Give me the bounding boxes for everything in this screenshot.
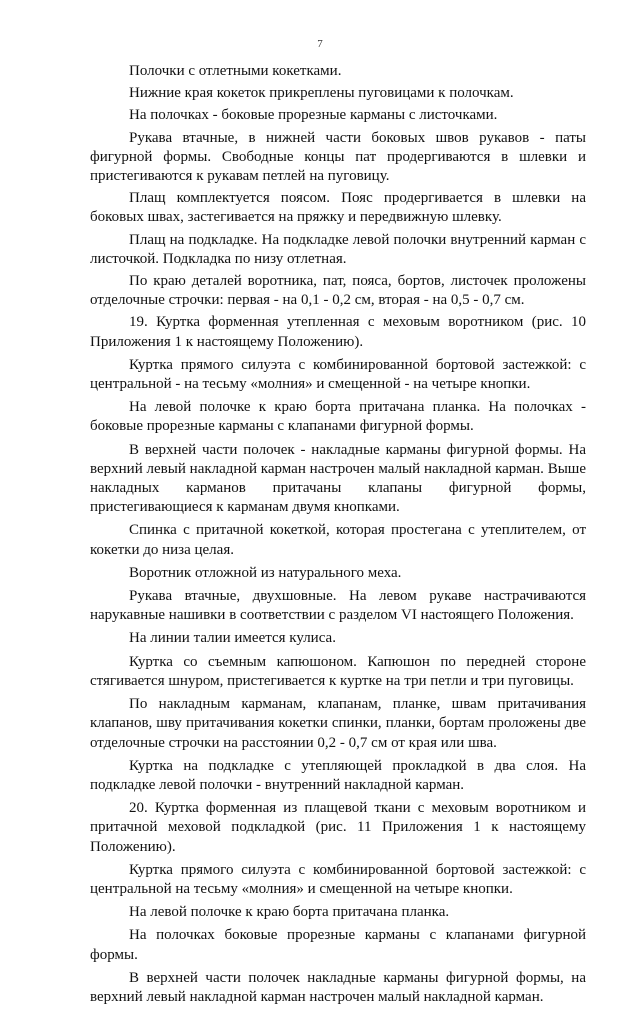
paragraph: Куртка на подкладке с утепляющей прокладкой в два слоя. На подкладке левой полочки - внутренний накладной карман. <box>90 757 586 793</box>
paragraph: Плащ на подкладке. На подкладке левой полочки внутренний карман с листочкой. Подкладка по низу отлетная. <box>90 231 586 267</box>
paragraph: Куртка прямого силуэта с комбинированной бортовой застежкой: с центральной на тесьму «молния» и смещенной на четыре кнопки. <box>90 861 586 897</box>
section-heading: 19. Куртка форменная утепленная с меховым воротником (рис. 10 Приложения 1 к настоящему Положению). <box>90 314 586 350</box>
paragraph: Куртка со съемным капюшоном. Капюшон по передней стороне стягивается шнуром, пристегивается к куртке на три петли и три пуговицы. <box>90 653 586 689</box>
paragraph: На левой полочке к краю борта притачана планка. <box>129 904 450 921</box>
paragraph: Полочки с отлетными кокетками. <box>129 63 342 79</box>
paragraph: На левой полочке к краю борта притачана планка. На полочках - боковые прорезные карманы с клапанами фигурной формы. <box>90 399 586 435</box>
paragraph: В верхней части полочек накладные карманы фигурной формы, на верхний левый накладной карман настрочен малый накладной карман. <box>90 969 586 1005</box>
paragraph: По накладным карманам, клапанам, планке, швам притачивания клапанов, шву притачивания кокетки спинки, планки, бортам проложены две отделочные строчки на расстоянии 0,2 - 0,7 см от края или шва. <box>90 696 586 751</box>
paragraph: Рукава втачные, двухшовные. На левом рукаве настрачиваются нарукавные нашивки в соответствии с разделом VI настоящего Положения. <box>90 588 586 624</box>
paragraph: Спинка с притачной кокеткой, которая простегана с утеплителем, от кокетки до низа целая. <box>90 522 586 558</box>
paragraph: По краю деталей воротника, пат, пояса, бортов, листочек проложены отделочные строчки: первая - на 0,1 - 0,2 см, вторая - на 0,5 - 0,7 см. <box>90 273 586 309</box>
paragraph: Куртка прямого силуэта с комбинированной бортовой застежкой: с центральной - на тесьму «молния» и смещенной - на четыре кнопки. <box>90 356 586 393</box>
paragraph: Нижние края кокеток прикреплены пуговицами к полочкам. <box>129 85 514 102</box>
paragraph: На полочках - боковые прорезные карманы с листочками. <box>129 107 498 124</box>
paragraph: Воротник отложной из натурального меха. <box>129 564 402 581</box>
paragraph: Рукава втачные, в нижней части боковых швов рукавов - паты фигурной формы. Свободные концы пат продергиваются в шлевки и пристегиваются к рукавам петлей на пуговицу. <box>90 129 586 185</box>
paragraph: На линии талии имеется кулиса. <box>129 630 336 647</box>
page-number: 7 <box>317 38 323 50</box>
section-heading: 20. Куртка форменная из плащевой ткани с меховым воротником и притачной меховой подкладкой (рис. 11 Приложения 1 к настоящему Положению). <box>90 800 586 855</box>
paragraph: Плащ комплектуется поясом. Пояс продергивается в шлевки на боковых швах, застегивается на пряжку и передвижную шлевку. <box>90 190 586 226</box>
paragraph: В верхней части полочек - накладные карманы фигурной формы. На верхний левый накладной карман настрочен малый накладной карман. Выше накладных карманов притачаны клапаны фигурной формы, пристегивающиеся к карманам двумя кнопками. <box>90 441 586 516</box>
paragraph: На полочках боковые прорезные карманы с клапанами фигурной формы. <box>90 927 586 963</box>
document-body <box>90 62 586 1011</box>
